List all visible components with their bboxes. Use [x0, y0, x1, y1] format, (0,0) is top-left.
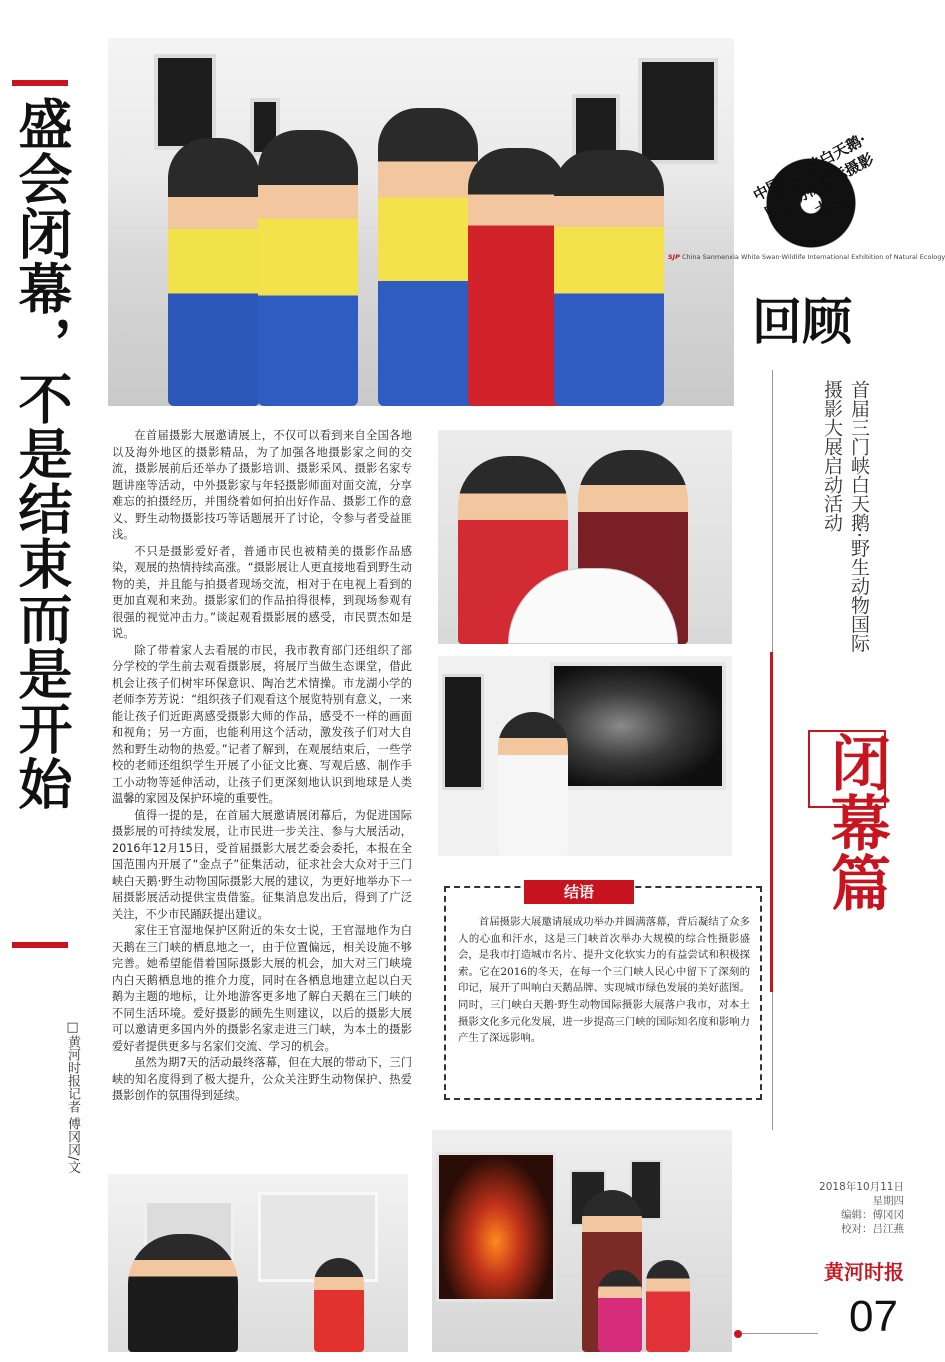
section-subtitle: 首届三门峡白天鹅·野生动物国际摄影大展启动活动: [821, 380, 870, 653]
newspaper-name: 黄河时报: [824, 1260, 904, 1284]
editor-credit: 编辑：傅冈冈: [841, 1209, 904, 1221]
article-paragraph: 不只是摄影爱好者，普通市民也被精美的摄影作品感染，观展的热情持续高涨。“摄影展让人更直接地看到野生动物的美，并且能与拍摄者现场交流，相对于在电视上看到的更加直观和来劲。摄影家们的作品拍得很棒，到现场参观有很强的视觉冲击力。”谈起观看摄影展的感受，市民贾杰如是说。: [112, 544, 412, 640]
headline: 盛会闭幕，不是结束而是开始: [10, 96, 74, 811]
logo-brand: SJP: [668, 253, 680, 261]
article-body: [112, 428, 412, 1146]
article-paragraph: 家住王官湿地保护区附近的朱女士说，王官湿地作为白天鹅在三门峡的栖息地之一，由于位置偏远，相关设施不够完善。她希望能借着国际摄影大展的机会，加大对三门峡境内白天鹅栖息地的推介力度，同时在各栖息地建立起以白天鹅为主题的地标，让外地游客更多地了解白天鹅在三门峡的不同生活环境。爱好摄影的顾先生则建议，以后的摄影大展可以邀请更多国内外的摄影名家走进三门峡，为本土的摄影爱好者提供更多与名家们交流、学习的机会。: [112, 924, 412, 1053]
main-photo-children: [108, 38, 734, 406]
exhibition-logo-title: 中国三门峡白天鹅·野生动物国际摄影大展: [750, 129, 877, 222]
page-marker-dot: [734, 1330, 742, 1338]
headline-top-rule: [12, 80, 68, 86]
photo-lion-artwork: [438, 656, 732, 856]
summary-label: 结语: [524, 880, 634, 904]
photo-volcano-viewing: [432, 1130, 732, 1352]
page-number: 07: [849, 1292, 898, 1341]
photo-phone-capture: [108, 1174, 408, 1352]
article-paragraph: 虽然为期7天的活动最终落幕，但在大展的带动下，三门峡的知名度得到了极大提升，公众关注野生动物保护、热爱摄影创作的氛围得到延续。: [112, 1056, 412, 1102]
headline-bottom-rule: [12, 942, 68, 948]
column-rule-accent: [770, 652, 773, 992]
issue-meta: [780, 1180, 904, 1236]
photo-children-signing: [438, 430, 732, 644]
article-paragraph: 在首届摄影大展邀请展上，不仅可以看到来自全国各地以及海外地区的摄影精品，为了加强各地摄影家之间的交流，摄影展前后还举办了摄影培训、摄影采风、摄影名家专题讲座等活动，中外摄影家与年轻摄影师面对面交流，分享难忘的拍摄经历，并围绕着如何拍出好作品、摄影工作的意义、野生动物摄影技巧等话题展开了讨论，令参与者受益匪浅。: [112, 429, 412, 541]
article-paragraph: 值得一提的是，在首届大展邀请展闭幕后，为促进国际摄影展的可持续发展，让市民进一步关注、参与大展活动，2016年12月15日，受首届摄影大展艺委会委托，本报在全国范围内开展了“金点子”征集活动，征求社会大众对于三门峡白天鹅·野生动物国际摄影大展的建议，为更好地举办下一届摄影展活动提供宝贵借鉴。征集消息发出后，得到了广泛关注，不少市民踊跃提出建议。: [112, 808, 412, 921]
logo-english: China Sanmenxia White Swan·Wildlife International Exhibition of Natural Ecology: [681, 253, 945, 261]
section-title-review: 回顾: [752, 292, 852, 351]
article-paragraph: 除了带着家人去看展的市民，我市教育部门还组织了部分学校的学生前去观看摄影展，将展厅当做生态课堂，借此机会让孩子们树牢环保意识、陶冶艺术情操。市龙湖小学的老师李芳芳说：“组织孩子们观看这个展览特别有意义，一来能让孩子们近距离感受摄影大师的作品，感受不一样的画面和视角；另一方面，也能利用这个活动，激发孩子们对大自然和野生动物的热爱。”记者了解到，在观展结束后，一些学校的老师还组织学生开展了小征文比赛、写观后感、制作手工小动物等延伸活动，让孩子们更深刻地认识到地球是人类温馨的家园及保护环境的重要性。: [112, 643, 412, 805]
summary-text: 首届摄影大展邀请展成功举办并圆满落幕，背后凝结了众多人的心血和汗水，这是三门峡首次举办大规模的综合性摄影盛会，是我市打造城市名片、提升文化软实力的有益尝试和积极探索。它在2016的冬天，在每一个三门峡人民心中留下了深刻的印记，展开了叫响白天鹅品牌、实现城市绿色发展的美好蓝图。同时，三门峡白天鹅·野生动物国际摄影大展落户我市，对本土摄影文化多元化发展，进一步提高三门峡的国际知名度和影响力产生了深远影响。: [458, 916, 750, 1045]
page-marker-rule: [742, 1333, 818, 1334]
proof-credit: 校对：吕江燕: [841, 1223, 904, 1235]
issue-date: 2018年10月11日: [819, 1181, 904, 1193]
byline: □黄河时报记者 傅冈冈/文: [65, 1020, 80, 1174]
exhibition-logo-subtitle: [668, 253, 945, 261]
section-title-closing: 闭幕篇: [821, 732, 891, 912]
issue-weekday: 星期四: [872, 1195, 904, 1207]
